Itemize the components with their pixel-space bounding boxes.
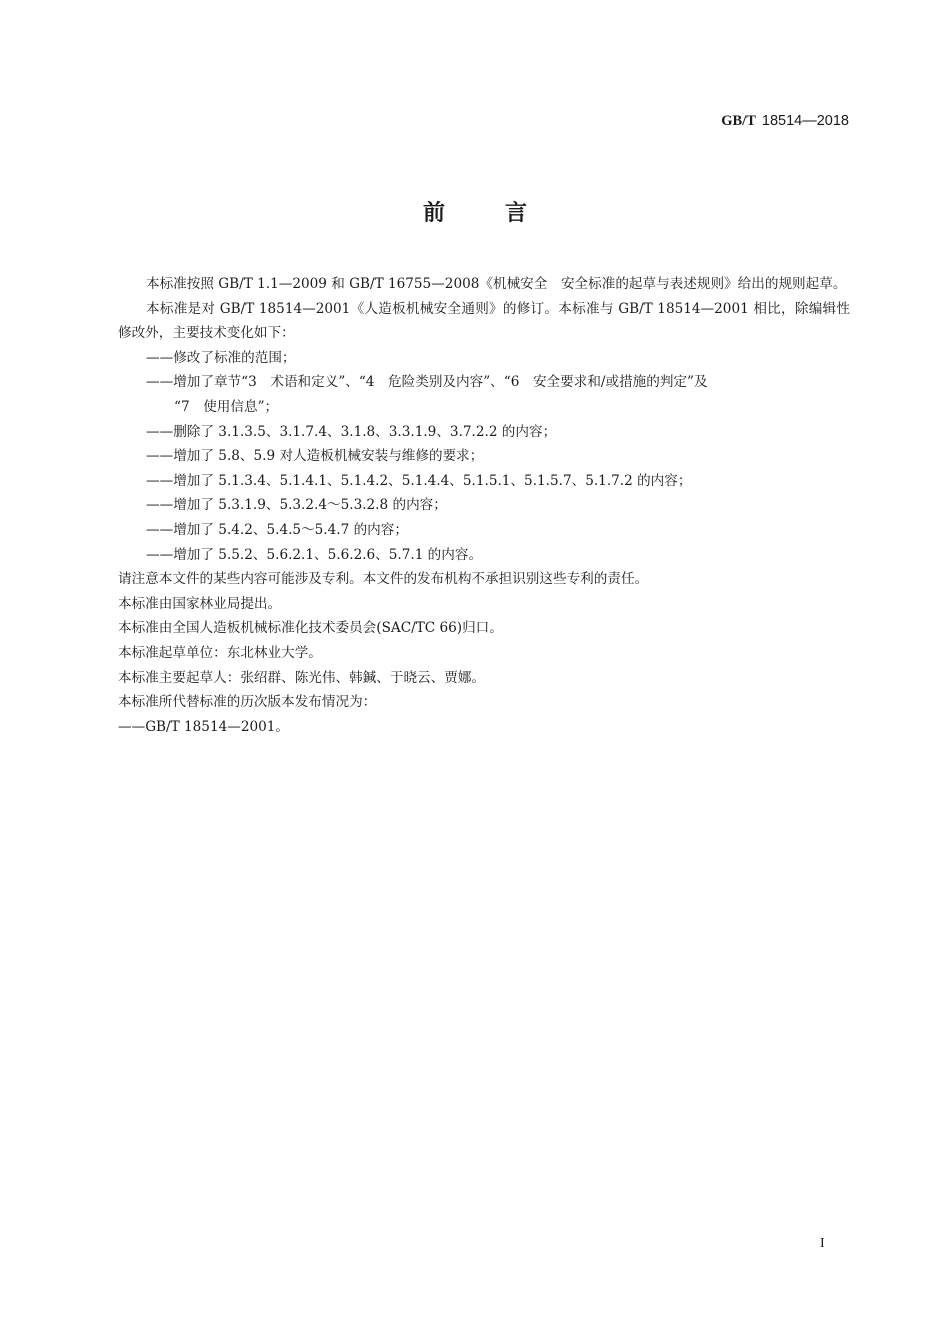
standard-prefix: GB/T bbox=[721, 113, 756, 129]
change-item: ——增加了 5.8、5.9 对人造板机械安装与维修的要求； bbox=[146, 448, 484, 465]
previous-edition-item: ——GB/T 18514—2001。 bbox=[118, 718, 290, 735]
paragraph-drafting-unit: 本标准起草单位：东北林业大学。 bbox=[118, 644, 322, 661]
paragraph-revision-intro: 本标准是对 GB/T 18514—2001《人造板机械安全通则》的修订。本标准与 GB/T 18514—2001 相比，除编辑性修改外，主要技术变化如下： bbox=[118, 300, 850, 342]
page-title: 前言 bbox=[422, 201, 587, 226]
change-item: ——增加了 5.5.2、5.6.2.1、5.6.2.6、5.7.1 的内容。 bbox=[146, 546, 483, 563]
change-item: ——修改了标准的范围； bbox=[146, 349, 296, 366]
change-item: ——删除了 3.1.3.5、3.1.7.4、3.1.8、3.3.1.9、3.7.2.2 的内容； bbox=[146, 423, 557, 440]
page-number: I bbox=[820, 1236, 825, 1251]
change-item: ——增加了 5.4.2、5.4.5～5.4.7 的内容； bbox=[146, 521, 408, 538]
change-item: ——增加了章节“3 术语和定义”、“4 危险类别及内容”、“6 安全要求和/或措施的判定”及 bbox=[146, 374, 708, 391]
paragraph-previous-editions: 本标准所代替标准的历次版本发布情况为： bbox=[118, 694, 377, 711]
change-item: ——增加了 5.3.1.9、5.3.2.4～5.3.2.8 的内容； bbox=[146, 497, 447, 514]
standard-number: 18514—2018 bbox=[761, 113, 849, 129]
paragraph-drafters: 本标准主要起草人：张绍群、陈光伟、韩鍼、于晓云、贾娜。 bbox=[118, 669, 486, 686]
standard-number-header bbox=[721, 113, 849, 130]
change-item-continuation: “7 使用信息”； bbox=[174, 398, 279, 415]
paragraph-patent-notice: 请注意本文件的某些内容可能涉及专利。本文件的发布机构不承担识别这些专利的责任。 bbox=[118, 571, 649, 588]
paragraph-proposed-by: 本标准由国家林业局提出。 bbox=[118, 595, 282, 612]
paragraph-drafting-rules: 本标准按照 GB/T 1.1—2009 和 GB/T 16755—2008《机械安全 安全标准的起草与表述规则》给出的规则起草。 bbox=[146, 276, 847, 292]
paragraph-administered-by: 本标准由全国人造板机械标准化技术委员会(SAC/TC 66)归口。 bbox=[118, 620, 503, 637]
change-item: ——增加了 5.1.3.4、5.1.4.1、5.1.4.2、5.1.4.4、5.1.5.1、5.1.5.7、5.1.7.2 的内容； bbox=[146, 472, 692, 489]
foreword-body bbox=[118, 272, 850, 739]
